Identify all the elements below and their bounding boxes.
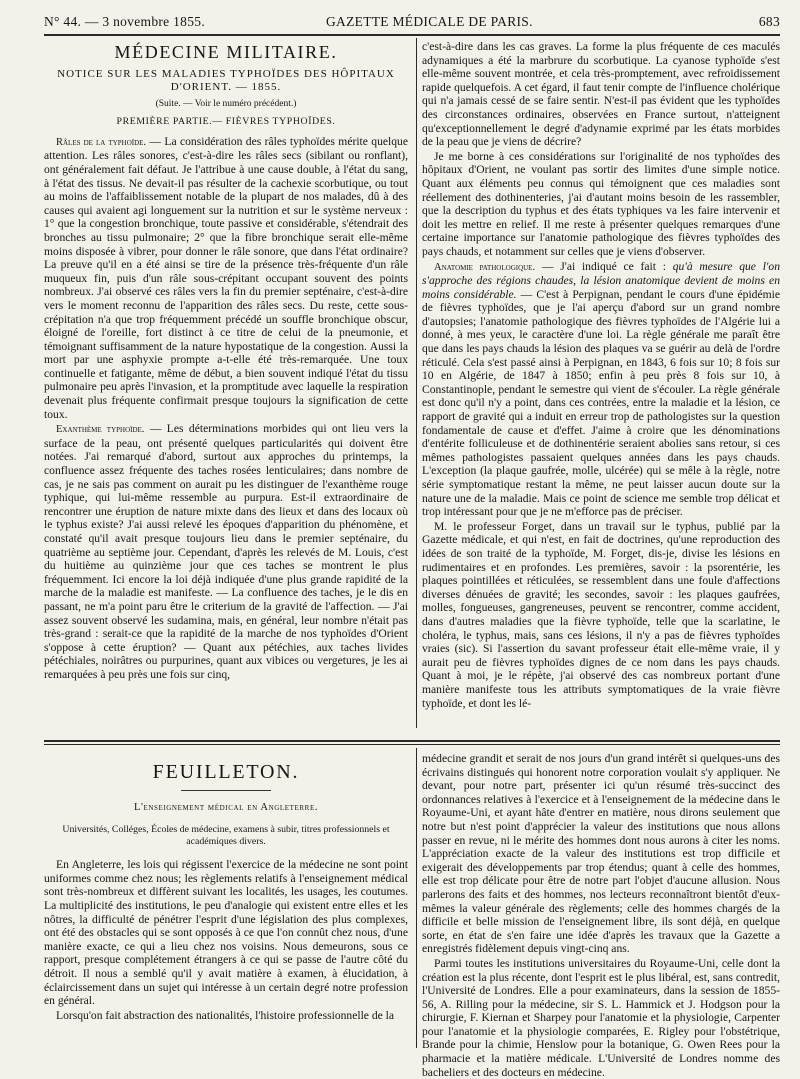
- paragraph-heading: Exanthème typhoïde.: [56, 424, 145, 436]
- notice-title: NOTICE SUR LES MALADIES TYPHOÏDES DES HÔPITAUX D'ORIENT. — 1855.: [57, 67, 395, 93]
- paragraph-continued: c'est-à-dire dans les cas graves. La forme la plus fréquente de ces maculés adynamiques a été la marbrure du scorbutique. La cyanose typhoïde s'est elle-même souvent montrée, et cela très-promptement, avec refroidissement rapide quelquefois. A cet égard, il faut tenir compte de l'influence cholérique qui n'a jamais cessé de se faire sentir. N'est-il pas évident que les typhoïdes des circonstances ordinaires, observées en France surtout, n'atteignent qu'exceptionnellement le degré d'adynamie exprimé par les états morbides de la peau que je viens de décrire?: [422, 40, 780, 149]
- feuilleton-title: FEUILLETON.: [152, 761, 300, 783]
- feuilleton-rule-top: [44, 740, 780, 742]
- header-rule: [44, 34, 780, 36]
- column-divider-top: [416, 38, 417, 728]
- paragraph-rales: Râles de la typhoïde. — La considération des râles typhoïdes mérite quelque attention. Les râles sonores, c'est-à-dire les râles secs (sibilant ou ronflant), ont généralement fait défaut. Je l'attribue à une cause double, à l'état du sang, à l'état des tissus. Ne devait-il pas résulter de la cachexie scorbutique, ou tout au moins de l'affaiblissement notable de la plupart de nos malades, dû à des causes qui avaient agi longuement sur la nutrition et sur le système nerveux : 1° que la congestion bronchique, toute passive et considérable, s'étendrait des bronches au tissu pulmonaire; 2° que la fibre bronchique serait elle-même moins disposée à vibrer, pour donner le râle sonore, que dans l'état ordinaire? La preuve qu'il en a été ainsi se tire de la présence très-fréquente d'un râle muqueux fin, puis d'un râle sous-crépitant occupant souvent des points nombreux. J'ai observé ces râles vers la fin du premier septénaire, c'est-à-dire vers le moment reconnu de l'apparition des râles secs. Du reste, cette sous-crépitation n'a que trop fréquemment précédé un souffle bronchique obscur, éloigné de l'oreille, fort distinct à ce titre de celui de la pneumonie, et témoignant suffisamment de la nature hypostatique de la congestion. Aussi la mort par une asphyxie prompte a-t-elle été très-remarquée. Une toux continuelle et fatigante, même de début, a bien souvent indiqué l'état du tissu pulmonaire peu après l'invasion, et la promptitude avec laquelle la respiration devenait plus fréquente confirmait presque toujours la signification de cette toux.: [44, 134, 408, 421]
- feuilleton-subtitle: L'enseignement médical en Angleterre.: [133, 801, 319, 813]
- continued-note: (Suite. — Voir le numéro précédent.): [155, 98, 297, 109]
- feuilleton-paragraph: Parmi toutes les institutions universitaires du Royaume-Uni, celle dont la création est la plus récente, dont l'esprit est le plus libéral, est, sans contredit, l'Université de Londres. Elle a pour examinateurs, dans la session de 1855-56, A. Rilling pour la médecine, sir S. L. Hammick et J. Hodgson pour la chirurgie, F. Kiernan et Sharpey pour l'anatomie et la physiologie, Carpenter pour l'anatomie et la physiologie comparées, E. Rigley pour l'obstétrique, Brande pour la chimie, Henslow pour la botanique, G. Owen Rees pour la pharmacie et la matière médicale. L'Université de Londres nomme des bacheliers et des docteurs en médecine.: [422, 956, 780, 1079]
- paragraph-heading: Râles de la typhoïde.: [56, 136, 147, 148]
- feuilleton-right: [422, 752, 780, 1079]
- feuilleton-paragraph: médecine grandit et serait de nos jours d'un grand intérêt si quelques-uns des écrivains distingués qui honorent notre corporation voulait s'y appliquer. Ne devant, pour notre part, présenter ici qu'un résumé très-succinct des ordonnances relatives à l'exercice et à l'enseignement de la médecine dans le Royaume-Uni, et ayant hâte d'entrer en matière, nous dirons seulement que notre but n'est point d'apprécier la valeur des institutions que nous allons passer en revue, ni le mérite des hommes dont nous aurons à citer les noms. L'appréciation exacte de la valeur des institutions est trop difficile et exigerait des développements par trop étendus; quant à celle des hommes, elle est trop délicate pour être de notre part l'objet d'aucune allusion. Nous parlerons des faits et des hommes, nos lecteurs reconnaîtront bientôt d'eux-mêmes la valeur générale des règlements; celle des hommes chargés de la difficile et belle mission de l'enseignement libre, ils sont déjà, en quelque sorte, en état de s'en faire une idée d'après les travaux que la Gazette a enregistrés fidèlement depuis vingt-cinq ans.: [422, 752, 780, 956]
- right-column: [422, 40, 780, 728]
- issue-date: N° 44. — 3 novembre 1855.: [44, 14, 206, 29]
- left-column: [44, 40, 408, 728]
- feuilleton-summary: Universités, Colléges, Écoles de médecine, examens à subir, titres professionnels et académiques divers.: [62, 824, 390, 848]
- feuilleton-paragraph: En Angleterre, les lois qui régissent l'exercice de la médecine ne sont point uniformes comme chez nous; les règlements relatifs à l'enseignement médical sont très-nombreux et diffèrent suivant les localités, les usages, les coutumes. La multiplicité des institutions, le peu d'analogie qui existent entre elles et les nôtres, la difficulté de pénétrer l'esprit d'une législation des plus complexes, ont été des obstacles qui se sont opposés à ce que l'on connût chez nous, d'une manière exacte, ce qui a lieu chez nos voisins. Nous demeurons, sous ce rapport, presque complétement étrangers à ce qui se passe de l'autre côté du détroit. Il nous a semblé qu'il y avait matière à examen, à élucidation, à éclaircissement dans un sujet qui intéresse à un certain degré notre profession en général.: [44, 858, 408, 1008]
- part-title: PREMIÈRE PARTIE.— FIÈVRES TYPHOÏDES.: [116, 116, 336, 128]
- feuilleton-paragraph: Lorsqu'on fait abstraction des nationalités, l'histoire professionnelle de la: [56, 1008, 395, 1022]
- paragraph-heading: Anatomie pathologique.: [434, 261, 536, 273]
- paragraph-exantheme: Exanthème typhoïde. — Les déterminations morbides qui ont lieu vers la surface de la peau, ont présenté quelques particularités qui doivent être notées. J'ai remarqué d'abord, surtout aux approches du printemps, la confluence assez fréquente des taches rosées lenticulaires; dans nombre de cas, je ne sais pas comment on aurait pu les distinguer de l'exanthème rouge typhique, qui lui-même ressemble au purpura. Est-il extraordinaire de rencontrer une éruption de nature mixte dans des lieux et dans des locaux où le typhus existe? J'ai aussi relevé les époques d'apparition du phénomène, et constaté qu'il avait presque toujours lieu dans le premier septénaire, du quatrième au septième jour. Cependant, d'après les relevés de M. Louis, c'est du huitième au quinzième jour que ces taches se montrent le plus fréquemment. Ici encore la loi déjà indiquée d'une plus grande rapidité de la marche de la maladie est manifeste. — La confluence des taches, je le dis en passant, ne m'a point paru être le criterium de la gravité de l'affection. — J'ai assez souvent observé les sudamina, mais, en général, leur nombre n'était pas très-grand : serait-ce que la rapidité de la marche de nos typhoïdes d'Orient s'oppose à cette éruption? — Quant aux pétéchies, aux taches livides pétéchiales, noirâtres ou purpurines, quant aux vibices ou vergetures, je les ai remarquées à peu près une fois sur cinq,: [44, 422, 409, 681]
- journal-name: GAZETTE MÉDICALE DE PARIS.: [326, 14, 533, 29]
- paragraph-considerations: Je me borne à ces considérations sur l'originalité de nos typhoïdes des hôpitaux d'Orient, ne voulant pas sortir des limites d'une simple notice. Quant aux éléments peu connus qui témoignent que ces maladies sont réellement des dothinenteries, j'ai d'autant moins besoin de les rassembler, que la description du typhus et des états typhiques va les faire intervenir et doit les mettre en relief. Il me reste à présenter quelques remarques d'une certaine importance sur l'anatomie pathologique des fièvres typhoïdes des pays chauds, et notamment sur celles que je viens d'observer.: [422, 149, 780, 258]
- paragraph-forget: M. le professeur Forget, dans un travail sur le typhus, publié par la Gazette médicale, et qui n'est, en fait de doctrines, qu'une reproduction des idées de son traité de la typhoïde, M. Forget, dis-je, divise les lésions en rudimentaires et en profondes. Les premières, savoir : la psorentérie, les plaques pointillées et réticulées, se ressemblent dans une foule d'affections diverses dénuées de gravité; les secondes, savoir : les plaques gaufrées, molles, fongueuses, gangreneuses, peuvent se rencontrer, comme accident, dans d'autres maladies que la fièvre typhoïde, telle que la scarlatine, le choléra, le typhus, mais, sans ces lésions, il n'y a pas de fièvres typhoïdes vraies (sic). Si l'assertion du savant professeur était elle-même vraie, il y aurait peu de fièvres typhoïdes dignes de ce nom dans les pays chauds. Quant à moi, je le répète, j'ai observé des cas nombreux portant d'une manière manifeste tous les attributs symptomatiques de la vraie fièvre typhoïde, et dont les lé-: [422, 519, 780, 710]
- page-number: 683: [758, 14, 780, 29]
- feuilleton-left: [44, 752, 408, 1052]
- paragraph-anatomie: Anatomie pathologique. — J'ai indiqué ce fait : qu'à mesure que l'on s'approche des régions chaudes, la lésion anatomique devient de moins en moins considérable. — C'est à Perpignan, pendant le cours d'une épidémie de fièvres typhoïdes, que je l'ai aperçu d'abord sur un grand nombre d'autopsies; l'anatomie pathologique des fièvres typhoïdes de l'Algérie lui a donné, à mes yeux, le caractère d'une loi. La règle générale me paraît être que dans les pays chauds la lésion des plaques va se guérir au delà de l'ordre réticulé. Cela s'est passé ainsi à Perpignan, en 1843, 6 fois sur 10; 8 fois sur 10 en Algérie, de 1847 à 1850; enfin à peu près 8 fois sur 10, à Constantinople, pendant le semestre qui vient de s'écouler. La règle générale est donc qu'il n'y a point, dans ces contrées, entre la maladie et la lésion, ce rapport de gravité qui a induit en erreur trop de pathologistes sur la question fondamentale de cause et d'effet. J'aime à croire que les dénominations d'entérite folliculeuse et de dothinentérie seraient abolies sans retour, si ces mêmes pathologistes passaient quelques années dans les pays chauds. L'exception (la plaque gaufrée, molle, ulcérée) qui se mêle à la règle, notre série symptomatique restant la même, ne peut laisser aucun doute sur la nature une de la maladie. Mais ce point de science me semble trop délicat et trop intéressant pour que je ne m'efforce pas de préciser.: [422, 259, 780, 519]
- title-underline: [181, 790, 271, 791]
- section-title: MÉDECINE MILITAIRE.: [114, 42, 338, 62]
- feuilleton-rule-top-2: [44, 744, 780, 745]
- column-divider-bottom: [416, 748, 417, 1048]
- page-header: [44, 12, 780, 32]
